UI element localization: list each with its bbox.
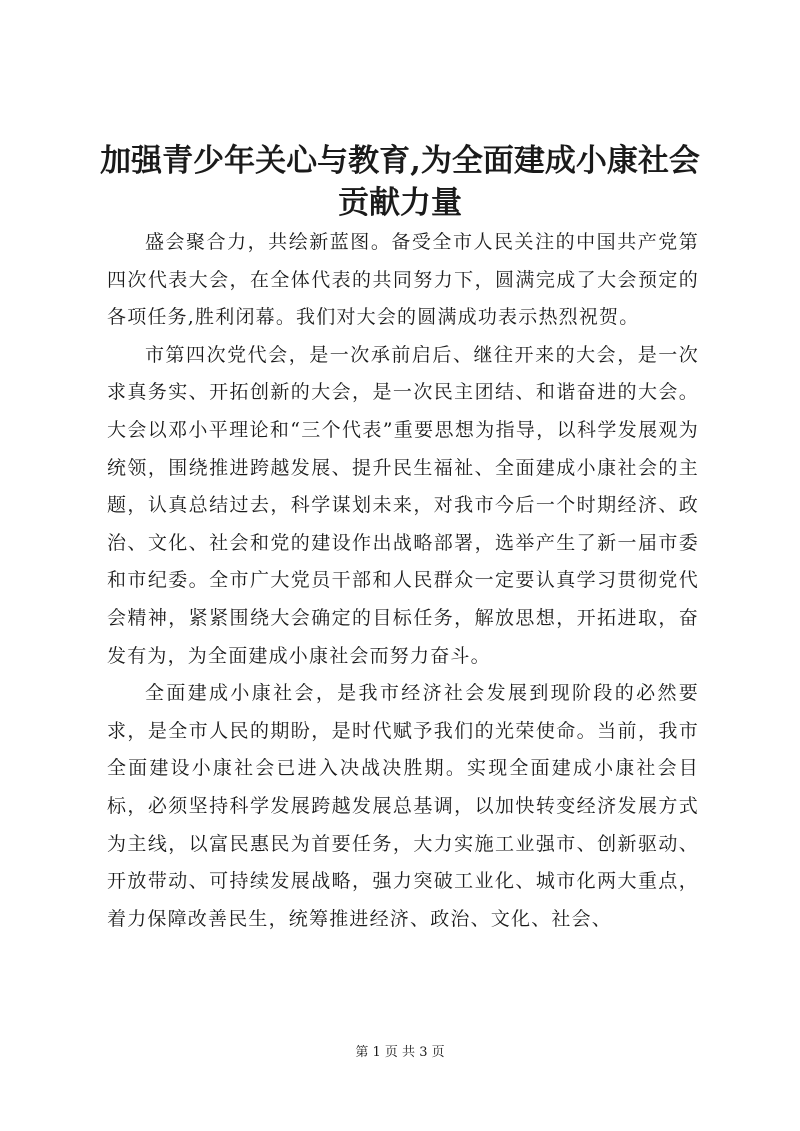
paragraph-3: 全面建成小康社会，是我市经济社会发展到现阶段的必然要求，是全市人民的期盼，是时代赋予我们的光荣使命。当前，我市全面建设小康社会已进入决战决胜期。实现全面建成小康社会目标，必须坚持科学发展跨越发展总基调，以加快转变经济发展方式为主线，以富民惠民为首要任务，大力实施工业强市、创新驱动、开放带动、可持续发展战略，强力突破工业化、城市化两大重点，着力保障改善民生，统筹推进经济、政治、文化、社会、 [107, 682, 699, 930]
paragraph-1: 盛会聚合力，共绘新蓝图。备受全市人民关注的中国共产党第四次代表大会，在全体代表的共同努力下，圆满完成了大会预定的各项任务,胜利闭幕。我们对大会的圆满成功表示热烈祝贺。 [107, 231, 699, 329]
title-line-2: 贡献力量 [338, 185, 462, 221]
paragraph-2: 市第四次党代会，是一次承前启后、继往开来的大会，是一次求真务实、开拓创新的大会，是一次民主团结、和谐奋进的大会。大会以邓小平理论和“三个代表”重要思想为指导，以科学发展观为统领，围绕推进跨越发展、提升民生福祉、全面建成小康社会的主题，认真总结过去，科学谋划未来，对我市今后一个时期经济、政治、文化、社会和党的建设作出战略部署，选举产生了新一届市委和市纪委。全市广大党员干部和人民群众一定要认真学习贯彻党代会精神，紧紧围绕大会确定的目标任务，解放思想，开拓进取，奋发有为，为全面建成小康社会而努力奋斗。 [107, 343, 699, 667]
page-footer: 第 1 页 共 3 页 [355, 1045, 445, 1060]
title-line-1: 加强青少年关心与教育,为全面建成小康社会 [100, 143, 700, 179]
document-title [100, 140, 700, 224]
document-body [107, 224, 699, 938]
